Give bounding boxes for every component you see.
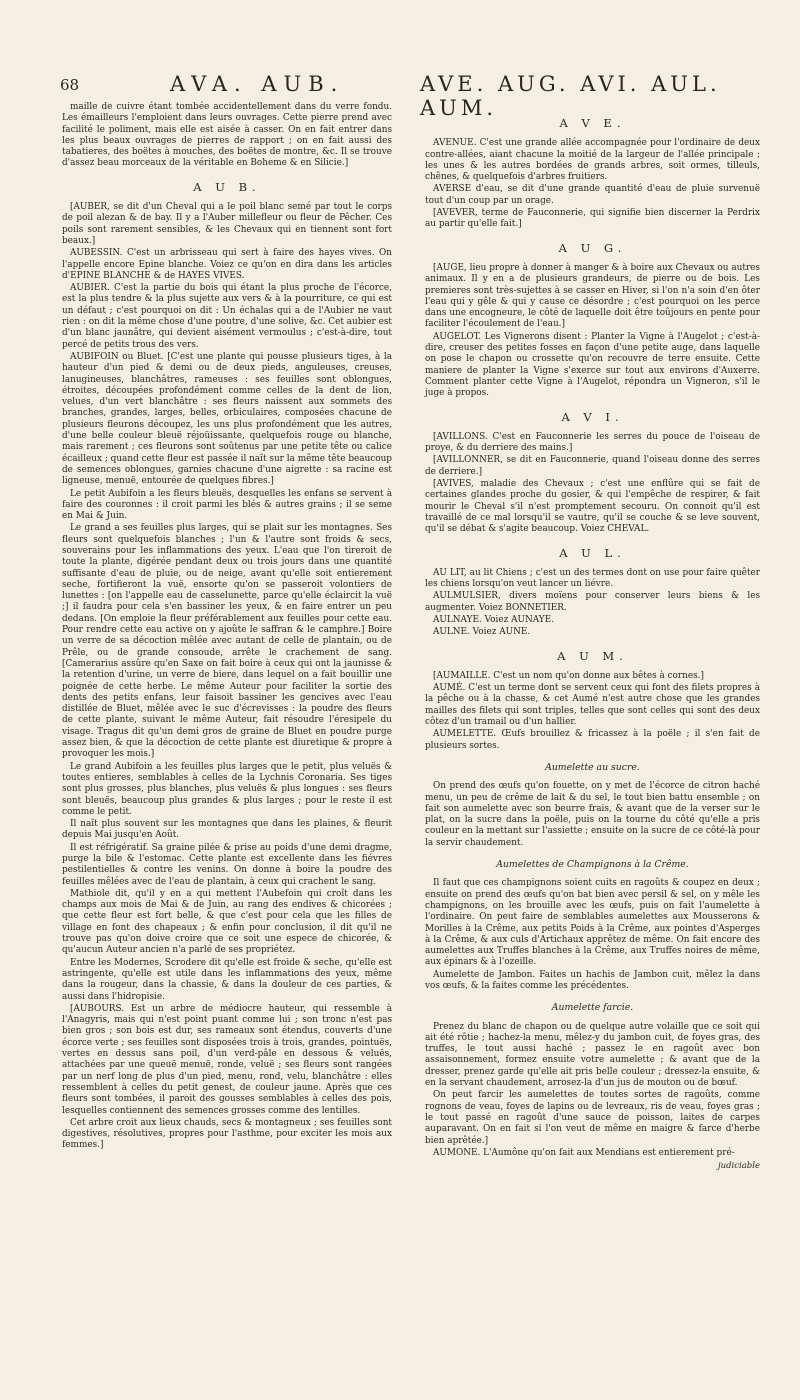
recipe-paragraph: Prenez du blanc de chapon ou de quelque autre volaille que ce soit qui ait été rôtie ; hachez-la menu, mêlez-y du jambon cuit, de foyes gras, des truffes, le tout aussi haché ; passez le en ragoût avec bon assaisonnement, formez ensuite votre aumelette ; & avant que de la dresser, prenez garde qu'elle ait pris belle couleur ; dressez-la ensuite, & en la servant chaudement, arrosez-la d'un jus de mouton ou de bœuf. — [425, 1021, 760, 1089]
section-heading-avi: A V I. — [561, 409, 624, 424]
entry-paragraph: Mathiole dit, qu'il y en a qui mettent l'Aubefoin qui croît dans les champs aux mois de Mai & de Juin, au rang des endives & chicorées ; que cette fleur est fort belle, & que c'est pour cela que les filles de village en font des chapeaux ; & enfin pour conclusion, il dit qu'il ne trouve pas qu'on doive croire que ce soit une espece de chicorée, & qu'aucun Auteur ancien n'a parlé de ses propriétez. — [62, 888, 392, 956]
entry-aumelette: AUMELETTE. Œufs brouillez & fricassez à la poële ; il s'en fait de plusieurs sortes. — [425, 729, 760, 751]
entry-aumaille: [AUMAILLE. C'est un nom qu'on donne aux bêtes à cornes.] — [433, 670, 704, 681]
running-header — [60, 72, 760, 120]
entry-aulne: AULNE. Voiez AUNE. — [433, 627, 531, 638]
subheading-champignons: Aumelettes de Champignons à la Crême. — [496, 859, 689, 871]
entry-paragraph: Il naît plus souvent sur les montagnes que dans les plaines, & fleurit depuis Mai jusqu'en Août. — [62, 819, 392, 841]
catchword: judiciable — [717, 1161, 760, 1172]
entry-auge: [AUGE, lieu propre à donner à manger & à boire aux Chevaux ou autres animaux. Il y en a de plusieurs grandeurs, de pierre ou de bois. Les premieres sont très-sujettes à se casser en Hiver, si l'on n'a soin d'en ôter l'eau qui y gêle & qui y cause ce désordre ; c'est pourquoi on les perce dans une encogneure, le côté de laquelle doit être toûjours en pente pour faciliter l'écoulement de l'eau.] — [425, 262, 760, 330]
entry-auber: [AUBER, se dit d'un Cheval qui a le poil blanc semé par tout le corps de poil alezan & de bay. Il y a l'Auber millefleur ou fleur de Pêcher. Ces poils sont rarement sensibles, & les Chevaux qui en tiennent sont fort beaux.] — [62, 202, 392, 246]
entry-augelot: AUGELOT. Les Vignerons disent : Planter la Vigne à l'Augelot ; c'est-à-dire, creuser des petites fosses en façon d'une petite auge, dans laquelle on pose le chapon ou crossette qu'on recouvre de terre ensuite. Cette maniere de planter la Vigne s'exerce sur tout aux environs d'Auxerre. Comment planter cette Vigne à l'Augelot, répondra un Vigneron, s'il le juge à propos. — [425, 331, 760, 399]
entry-paragraph: Le grand a ses feuilles plus larges, qui se plait sur les montagnes. Ses fleurs sont quelquefois blanches ; l'un & l'autre sont froids & secs, souverains pour les inflammations des yeux. L'eau que l'on tireroit de toute la plante, digérée pendant deux ou trois jours dans une quantité suffisante d'eau de pluie, ou de neige, avant qu'elle soit entierement seche, fortifieront la vuë, ensorte qu'on se passeroit volontiers de lunettes : [on l'appelle eau de casselunette, parce qu'elle éclaircit la vuë ;] il faudra pour cela s'en bassiner les yeux, & en faire entrer un peu dedans. [On emploie la fleur préférablement aux feuilles pour cette eau. Pour rendre cette eau active on y ajoûte le saffran & le camphre.] Boire un verre de sa décoction mêlée avec autant de celle de plantain, ou de Prêle, ou de grande consoude, arrête le crachement de sang. [Camerarius assûre qu'en Saxe on fait boire à ceux qui ont la jaunisse & la retention d'urine, un verre de biere, dans lequel on a fait bouillir une poignée de cette herbe. Le même Auteur pour faciliter la sortie des dents des petits enfans, leur faisoit bassiner les gencives avec l'eau distillée de Bluet, mêlée avec le suc d'écrevisses : la poudre des fleurs de cette plante, suivant le même Auteur, fait résoudre l'éresipele du visage. Tragus dit qu'un demi gros de graine de Bluet en poudre purge assez bien, & que la décoction de cette plante est diuretique & propre à provoquer les mois.] — [62, 523, 392, 760]
entry-avives: [AVIVES, maladie des Chevaux ; c'est une enflûre qui se fait de certaines glandes proche du gosier, & qui l'empêche de respirer, & fait mourir le Cheval s'il n'est promptement secouru. On connoit qu'il est travaillé de ce mal lorsqu'il se vautre, qu'il se couche & se leve souvent, qu'il se débat & s'agite beaucoup. Voiez CHEVAL. — [425, 479, 760, 535]
recipe-paragraph: On prend des œufs qu'on fouette, on y met de l'écorce de citron haché menu, un peu de crême de lait & du sel, le tout bien battu ensemble ; on fait son aumelette avec son beurre frais, & avant que de la verser sur le plat, on la sucre dans la poële, puis on la tourne du côté qu'elle a pris couleur en la mettant sur l'assiette ; ensuite on la sucre de ce côté-là pour la servir chaudement. — [425, 781, 760, 848]
entry-avillonner: [AVILLONNER, se dit en Fauconnerie, quand l'oiseau donne des serres de derriere.] — [425, 455, 760, 477]
section-heading-aug: A U G. — [558, 240, 627, 255]
entry-aume: AUMÉ. C'est un terme dont se servent ceux qui font des filets propres à la pêche ou à la chasse, & cet Aumé n'est autre chose que les grandes mailles des filets qui sont triples, telles que sont celles qui sont des deux côtez d'un tramail ou d'un hallier. — [425, 683, 760, 728]
entry-paragraph: Le petit Aubifoin a les fleurs bleuës, desquelles les enfans se servent à faire des couronnes : il croit parmi les blés & autres grains ; il se seme en Mai & Juin. — [62, 488, 392, 522]
entry-avever: [AVEVER, terme de Fauconnerie, qui signifie bien discerner la Perdrix au partir qu'elle fait.] — [425, 208, 760, 230]
entry-aulnaye: AULNAYE. Voiez AUNAYE. — [433, 614, 554, 625]
entry-avillons: [AVILLONS. C'est en Fauconnerie les serres du pouce de l'oiseau de proye, & du derriere des mains.] — [425, 431, 760, 454]
entry-paragraph: Entre les Modernes, Scrodere dit qu'elle est froide & seche, qu'elle est astringente, qu'elle est utile dans les inflammations des yeux, même dans la rougeur, dans la chassie, & dans la douleur de ces parties, & aussi dans l'hidropisie. — [62, 957, 392, 1002]
entry-aubessin: AUBESSIN. C'est un arbrisseau qui sert à faire des hayes vives. On l'appelle encore Epine blanche. Voiez ce qu'on en dira dans les articles d'EPINE BLANCHE & de HAYES VIVES. — [62, 248, 392, 281]
recipe-paragraph: Aumelette de Jambon. Faites un hachis de Jambon cuit, mêlez la dans vos œufs, & la faites comme les précédentes. — [425, 969, 760, 991]
entry-aubier: AUBIER. C'est la partie du bois qui étant la plus proche de l'écorce, est la plus tendre & la plus sujette aux vers & à la pourriture, ce qui est un défaut ; c'est pourquoi on dit : Un échalas qui a de l'Aubier ne vaut rien : on dit la même chose d'une poutre, d'une solive, &c. Cet aubier est d'un blanc jaunâtre, qui devient aisément vermoulus ; c'est-à-dire, tout percé de petits trous des vers. — [62, 283, 392, 350]
recipe-paragraph: Il faut que ces champignons soient cuits en ragoûts & coupez en deux ; ensuite on prend des œufs qu'on bat bien avec persil & sel, on y mêle les champignons, on les brouille avec les œufs, puis on fait l'aumelette à l'ordinaire. On peut faire de semblables aumelettes aux Mousserons & Morilles à la Crême, aux petits Poids à la Crême, aux pointes d'Asperges à la Crême, & aux culs d'Artichaux apprêtez de même. On fait encore des aumelettes aux Truffes blanches à la Crême, aux Truffes noires de même, aux épinars & à l'ozeille. — [425, 878, 760, 968]
entry-aubifoin: AUBIFOIN ou Bluet. [C'est une plante qui pousse plusieurs tiges, à la hauteur d'un pied & demi ou de deux pieds, anguleuses, creuses, lanugineuses, blanchâtres, rameuses : ses feuilles sont oblongues, étroites, découpées profondément comme celles de la dent de lion, velues, d'un vert blanchâtre : ses fleurs naissent aux sommets des branches, grandes, larges, belles, orbiculaires, composées chacune de plusieurs fleurons découpez, les uns plus profondément que les autres, d'une belle couleur bleuë réjoüissante, quelquefois rouge ou blanche, mais rarement ; ces fleurons sont soûtenus par une petite tête ou calice écailleux ; quand cette fleur est passée il naît sur la même tête beaucoup de semences oblongues, garnies chacune d'une aigrette : sa racine est ligneuse, menuë, entourée de quelques fibres.] — [62, 351, 392, 487]
section-heading-aub: A U B. — [193, 179, 261, 194]
entry-intro: maille de cuivre étant tombée accidentellement dans du verre fondu. Les émailleurs l'emploient dans leurs ouvrages. Cette pierre prend avec facilité le poliment, mais elle est aisée à casser. On en fait entrer dans les plus beaux ouvrages de pierres de rapport ; on en fait aussi des tabatieres, des boëtes à mouches, des boëtes de montre, &c. Il se trouve d'assez beau morceaux de la véritable en Boheme & en Silicie.] — [62, 102, 392, 169]
section-heading-aul: A U L. — [559, 545, 626, 560]
entry-avenue: AVENUE. C'est une grande allée accompagnée pour l'ordinaire de deux contre-allées, aiant chacune la moitié de la largeur de l'allée principale ; les unes & les autres bordées de grands arbres, soit ormes, tilleuls, chênes, & quelquefois d'arbres fruitiers. — [425, 138, 760, 183]
entry-paragraph: Le grand Aubifoin a les feuilles plus larges que le petit, plus veluës & toutes entieres, semblables à celles de la Lychnis Coronaria. Ses tiges sont plus grosses, plus blanches, plus veluës & plus longues : ses fleurs sont bleuës, beaucoup plus grandes & plus larges ; pour le reste il est comme le petit. — [62, 761, 392, 817]
right-column — [425, 118, 760, 1172]
page-number: 68 — [60, 76, 80, 94]
subheading-sucre: Aumelette au sucre. — [545, 761, 640, 773]
section-heading-aum: A U M. — [557, 648, 628, 663]
subheading-farcie: Aumelette farcie. — [551, 1002, 634, 1014]
entry-aulmulsier: AULMULSIER, divers moïens pour conserver leurs biens & les augmenter. Voiez BONNETIER. — [425, 591, 760, 613]
left-running-title: AVA. AUB. — [170, 72, 345, 96]
left-column — [62, 102, 392, 1153]
entry-paragraph: Cet arbre croit aux lieux chauds, secs & montagneux ; ses feuilles sont digestives, résolutives, propres pour l'asthme, pour exciter les mois aux femmes.] — [62, 1117, 392, 1151]
recipe-paragraph: On peut farcir les aumelettes de toutes sortes de ragoûts, comme rognons de veau, foyes de lapins ou de levreaux, ris de veau, foyes gras ; le tout passé en ragoût d'une sauce de poisson, laites de carpes auparavant. On en fait si l'on veut de même en maigre & farce d'herbe bien aprêtée.] — [425, 1090, 760, 1146]
entry-aulit: AU LIT, au lit Chiens ; c'est un des termes dont on use pour faire quêter les chiens lorsqu'on veut lancer un liévre. — [425, 567, 760, 590]
entry-averse: AVERSE d'eau, se dit d'une grande quantité d'eau de pluie survenuë tout d'un coup par un orage. — [425, 184, 760, 206]
entry-aubours: [AUBOURS. Est un arbre de médiocre hauteur, qui ressemble à l'Anagyris, mais qui n'est point puant comme lui ; son tronc n'est pas bien gros ; son bois est dur, ses rameaux sont étendus, couverts d'une écorce verte ; ses feuilles sont disposées trois à trois, grandes, pointuës, vertes en dessus sans poil, d'un verd-pâle en dessous & veluës, attachées par une queuë menuë, ronde, veluë ; ses fleurs sont rangées par un nerf long de plus d'un pied, menu, rond, velu, blanchâtre : elles ressemblent à celles du petit genest, de couleur jaune. Après que ces fleurs sont tombées, il paroit des gousses semblables à celles des pois, lesquelles contiennent des semences grosses comme des lentilles. — [62, 1003, 392, 1116]
right-running-title: AVE. AUG. AVI. AUL. AUM. — [420, 72, 721, 120]
entry-paragraph: Il est réfrigératif. Sa graine pilée & prise au poids d'une demi dragme, purge la bile & l'estomac. Cette plante est excellente dans les fiévres pestilentielles & contre les venins. On donne à boire la poudre des feuilles mêlées avec de l'eau de plantain, à ceux qui crachent le sang. — [62, 842, 392, 887]
section-heading-ave: A V E. — [559, 116, 626, 130]
entry-aumone: AUMONE. L'Aumône qu'on fait aux Mendians est entierement pré- — [433, 1147, 735, 1158]
